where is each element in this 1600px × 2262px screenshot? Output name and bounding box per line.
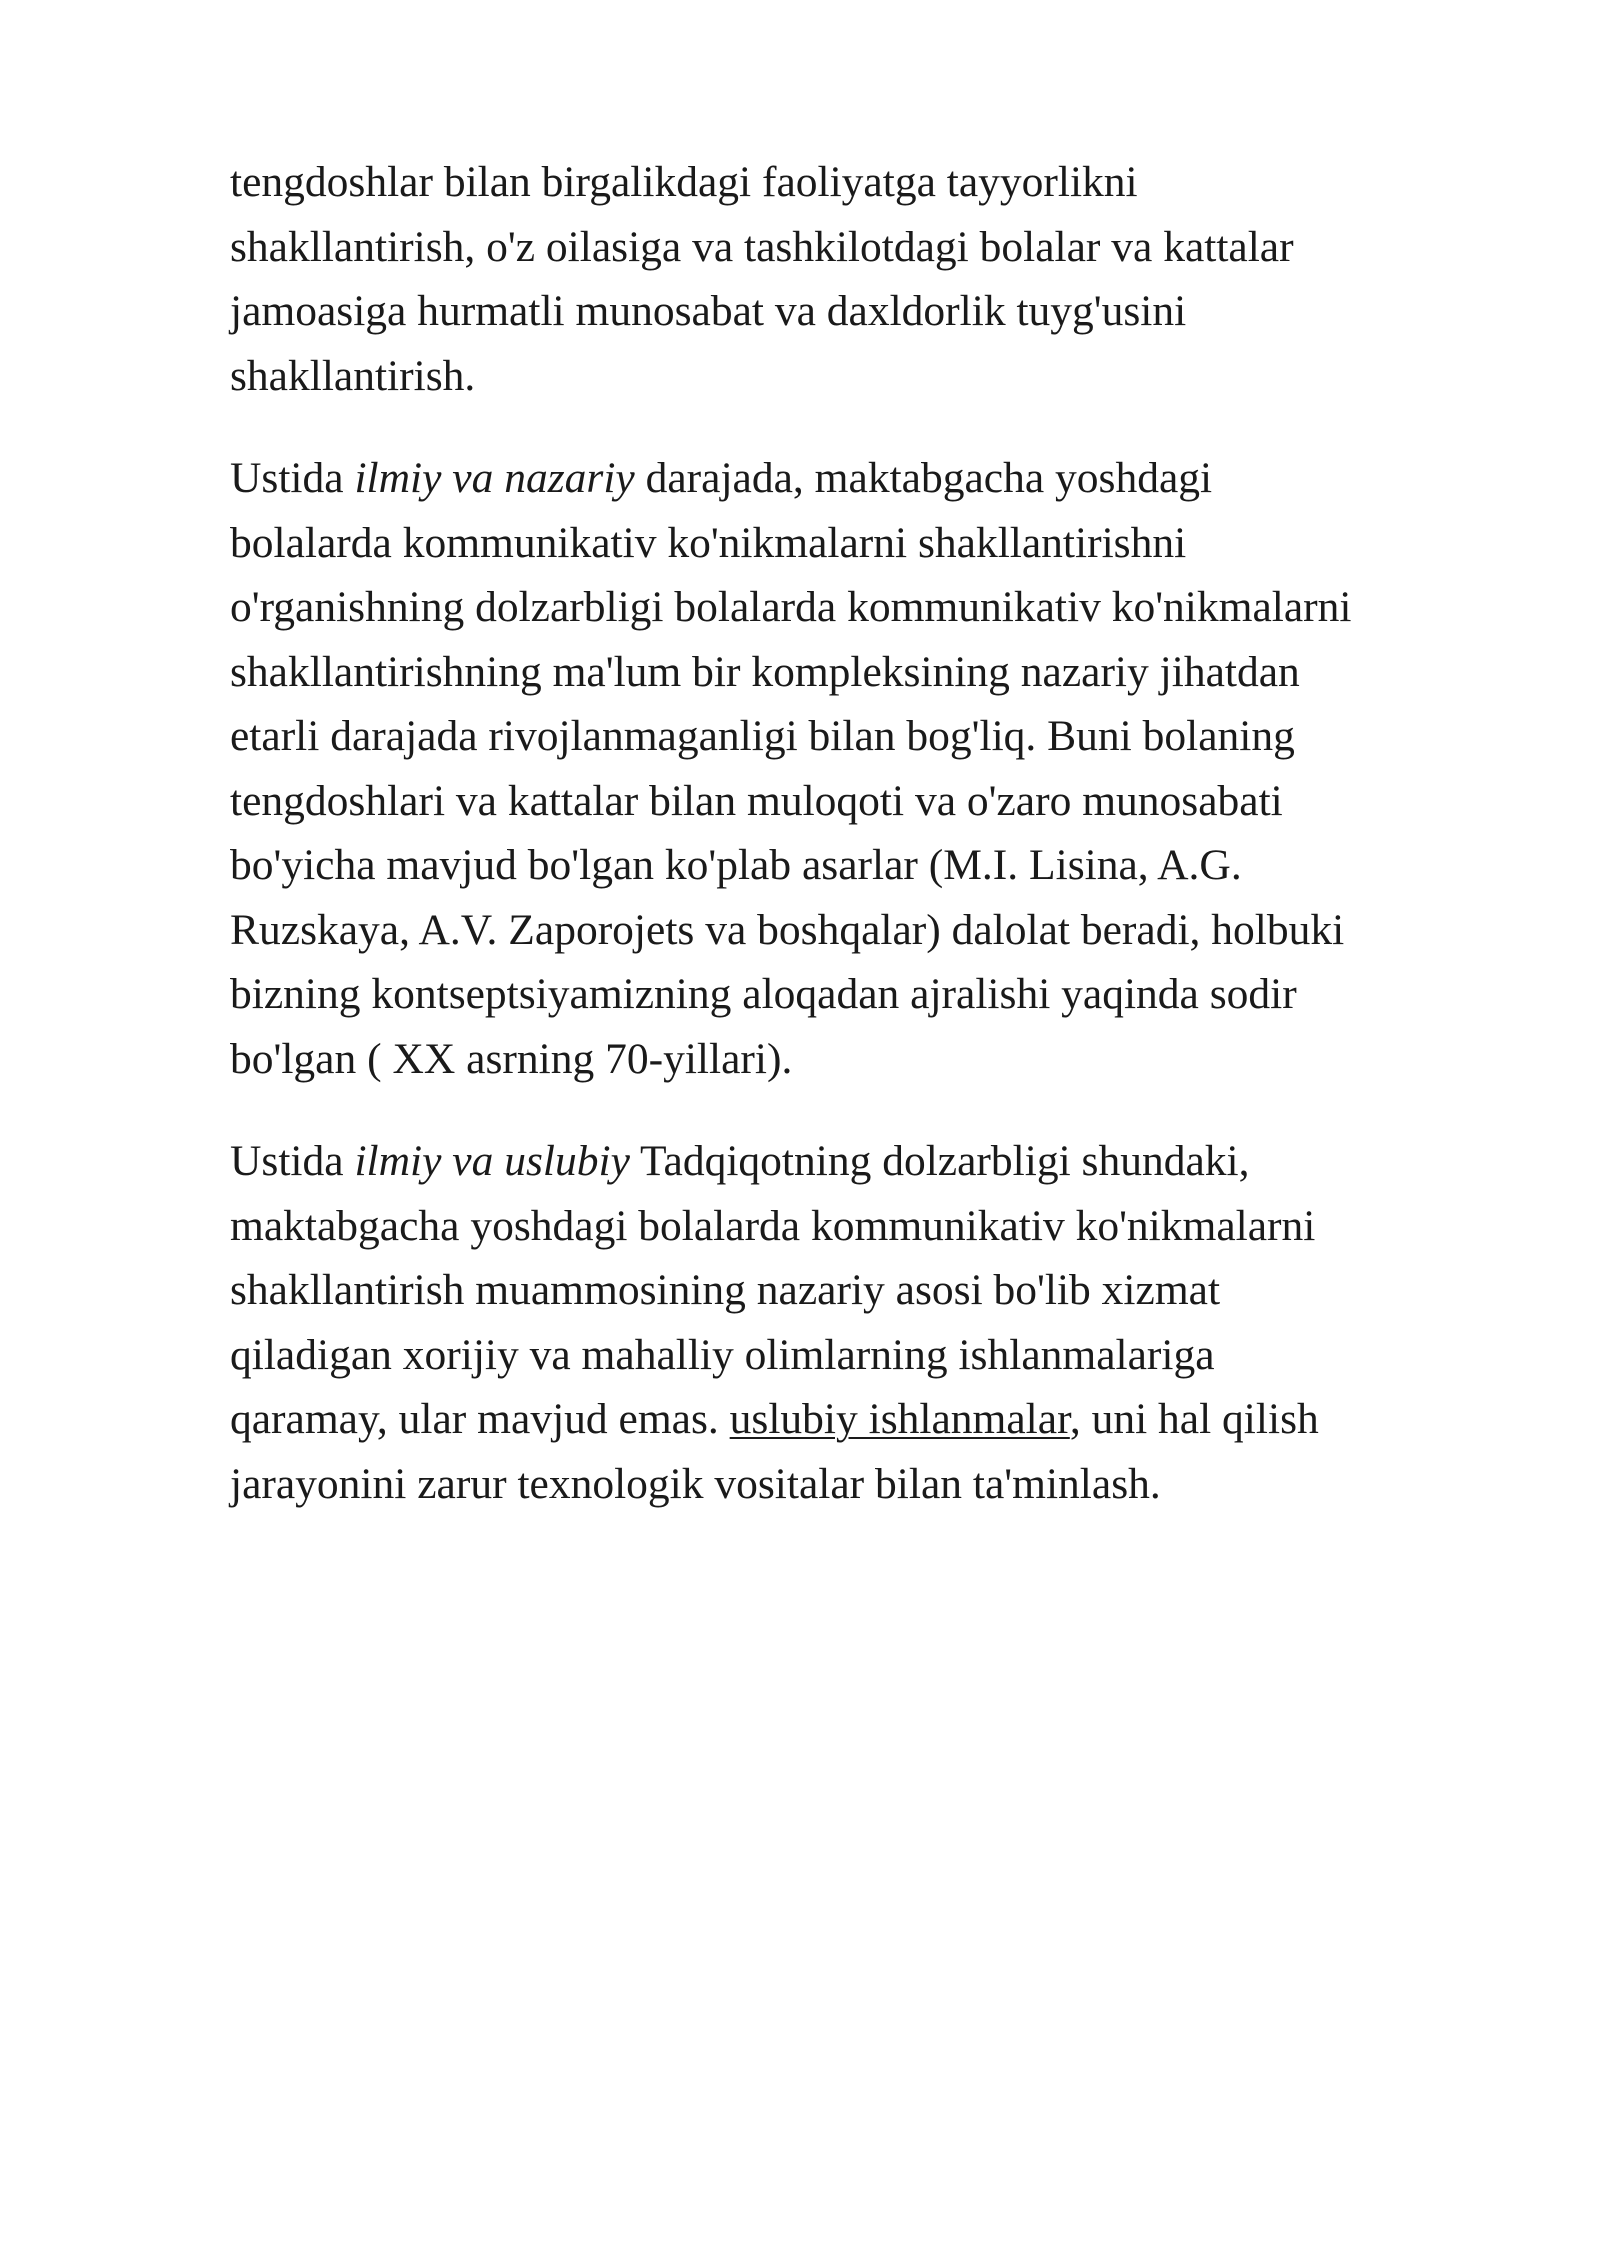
- text-line: [230, 1387, 1520, 1452]
- uslubiy-ishlanmalar-link[interactable]: uslubiy ishlanmalar: [729, 1395, 1070, 1443]
- text-line: Ruzskaya, A.V. Zaporojets va boshqalar) dalolat beradi, holbuki: [230, 905, 1345, 954]
- text-line: tengdoshlari va kattalar bilan muloqoti va o'zaro munosabati: [230, 776, 1283, 825]
- line-rest: Tadqiqotning dolzarbligi shundaki,: [629, 1137, 1250, 1185]
- document-page: [230, 150, 1520, 1554]
- text-line: [230, 446, 1520, 511]
- lead-text: Ustida: [230, 1137, 355, 1185]
- text-line: maktabgacha yoshdagi bolalarda kommunikativ ko'nikmalarni: [230, 1201, 1316, 1250]
- text-line: shakllantirishning ma'lum bir kompleksining nazariy jihatdan: [230, 647, 1300, 696]
- paragraph-2: [230, 446, 1520, 1091]
- line-rest: darajada, maktabgacha yoshdagi: [634, 454, 1213, 502]
- paragraph-3: [230, 1129, 1520, 1516]
- italic-phrase: ilmiy va uslubiy: [354, 1137, 630, 1185]
- text-line: shakllantirish, o'z oilasiga va tashkilotdagi bolalar va kattalar: [230, 222, 1294, 271]
- italic-phrase: ilmiy va nazariy: [354, 454, 635, 502]
- text-line: shakllantirish.: [230, 351, 476, 400]
- text-line: shakllantirish muammosining nazariy asosi bo'lib xizmat: [230, 1266, 1221, 1314]
- text-line: [230, 1129, 1520, 1194]
- text-line: bo'lgan ( XX asrning 70-yillari).: [230, 1034, 793, 1083]
- line-end: , uni hal qilish: [1069, 1395, 1319, 1443]
- paragraph-1: [230, 150, 1520, 408]
- text-line: tengdoshlar bilan birgalikdagi faoliyatga tayyorlikni: [230, 158, 1138, 206]
- lead-text: Ustida: [230, 454, 355, 502]
- text-line: bolalarda kommunikativ ko'nikmalarni shakllantirishni: [230, 518, 1187, 567]
- text-line: etarli darajada rivojlanmaganligi bilan bog'liq. Buni bolaning: [230, 712, 1295, 760]
- text-line: jarayonini zarur texnologik vositalar bilan ta'minlash.: [230, 1459, 1161, 1508]
- text-line: bo'yicha mavjud bo'lgan ko'plab asarlar (M.I. Lisina, A.G.: [230, 841, 1242, 889]
- line-start: qaramay, ular mavjud emas.: [230, 1395, 730, 1443]
- text-line: bizning kontseptsiyamizning aloqadan ajralishi yaqinda sodir: [230, 970, 1297, 1018]
- text-line: qiladigan xorijiy va mahalliy olimlarning ishlanmalariga: [230, 1330, 1215, 1379]
- text-line: jamoasiga hurmatli munosabat va daxldorlik tuyg'usini: [230, 287, 1187, 335]
- text-line: o'rganishning dolzarbligi bolalarda kommunikativ ko'nikmalarni: [230, 583, 1352, 631]
